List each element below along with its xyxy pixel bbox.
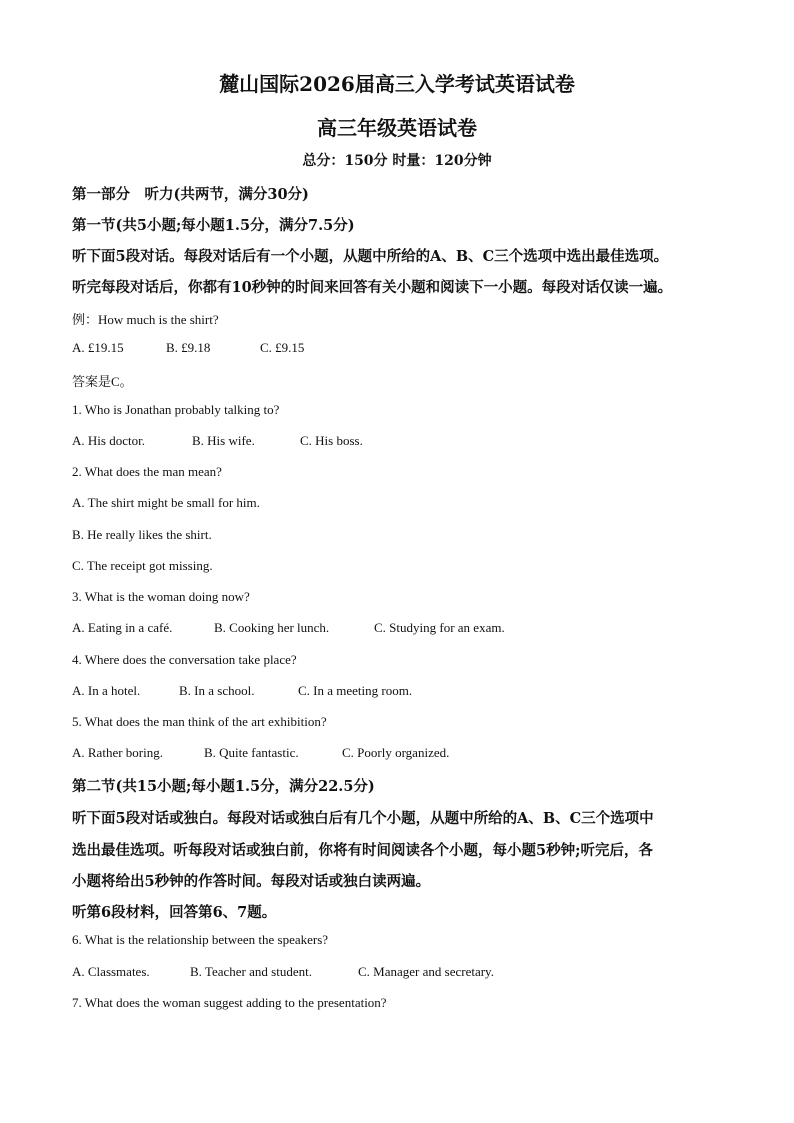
- question-6: 6. What is the relationship between the speakers?: [72, 932, 329, 947]
- question-2-option-a: A. The shirt might be small for him.: [72, 495, 260, 510]
- option-c: C. £9.15: [260, 340, 305, 355]
- option-a: A. £19.15: [72, 340, 124, 355]
- score-time: 总分：150分 时量：120分钟: [302, 153, 492, 169]
- section1-instruction-1: 听下面5段对话。每段对话后有一个小题，从题中所给的A、B、C三个选项中选出最佳选项。: [72, 248, 669, 265]
- question-5-options: [72, 745, 449, 761]
- option-c: C. Studying for an exam.: [374, 620, 505, 635]
- option-b: B. His wife.: [192, 433, 255, 448]
- question-2-option-b: B. He really likes the shirt.: [72, 527, 212, 542]
- question-3: 3. What is the woman doing now?: [72, 589, 250, 604]
- option-b: B. £9.18: [166, 340, 211, 355]
- option-b: B. In a school.: [179, 683, 255, 698]
- example-question: 例：How much is the shirt?: [72, 312, 219, 327]
- question-4: 4. Where does the conversation take place?: [72, 652, 297, 667]
- section1-heading: 第一节(共5小题;每小题1.5分，满分7.5分): [72, 217, 355, 234]
- option-c: C. Poorly organized.: [342, 745, 450, 760]
- material-heading: 听第6段材料，回答第6、7题。: [72, 904, 277, 921]
- option-a: A. Classmates.: [72, 964, 150, 979]
- option-a: A. Eating in a café.: [72, 620, 173, 635]
- exam-subtitle: 高三年级英语试卷: [317, 116, 477, 140]
- question-2: 2. What does the man mean?: [72, 464, 222, 479]
- question-5: 5. What does the man think of the art exhibition?: [72, 714, 327, 729]
- section2-instruction-1: 听下面5段对话或独白。每段对话或独白后有几个小题，从题中所给的A、B、C三个选项中: [72, 810, 654, 827]
- option-b: B. Cooking her lunch.: [214, 620, 330, 635]
- option-c: C. His boss.: [300, 433, 363, 448]
- question-1-options: [72, 433, 363, 449]
- question-7: 7. What does the woman suggest adding to the presentation?: [72, 995, 387, 1010]
- example-options: [72, 340, 304, 356]
- option-b: B. Teacher and student.: [190, 964, 312, 979]
- question-6-options: [72, 964, 494, 980]
- question-2-option-c: C. The receipt got missing.: [72, 558, 213, 573]
- option-c: C. In a meeting room.: [298, 683, 413, 698]
- question-4-options: [72, 683, 412, 699]
- option-a: A. Rather boring.: [72, 745, 163, 760]
- option-b: B. Quite fantastic.: [204, 745, 299, 760]
- section2-instruction-3: 小题将给出5秒钟的作答时间。每段对话或独白读两遍。: [72, 873, 431, 890]
- example-answer: 答案是C。: [72, 374, 133, 389]
- question-3-options: [72, 620, 505, 636]
- exam-title: 麓山国际2026届高三入学考试英语试卷: [219, 72, 575, 96]
- option-c: C. Manager and secretary.: [358, 964, 494, 979]
- section2-heading: 第二节(共15小题;每小题1.5分，满分22.5分): [72, 778, 375, 795]
- section1-instruction-2: 听完每段对话后，你都有10秒钟的时间来回答有关小题和阅读下一小题。每段对话仅读一遍。: [72, 279, 673, 296]
- option-a: A. His doctor.: [72, 433, 145, 448]
- question-1: 1. Who is Jonathan probably talking to?: [72, 402, 280, 417]
- section2-instruction-2: 选出最佳选项。听每段对话或独白前，你将有时间阅读各个小题，每小题5秒钟;听完后，各: [72, 842, 653, 859]
- part1-heading: 第一部分 听力(共两节，满分30分): [72, 186, 309, 203]
- option-a: A. In a hotel.: [72, 683, 141, 698]
